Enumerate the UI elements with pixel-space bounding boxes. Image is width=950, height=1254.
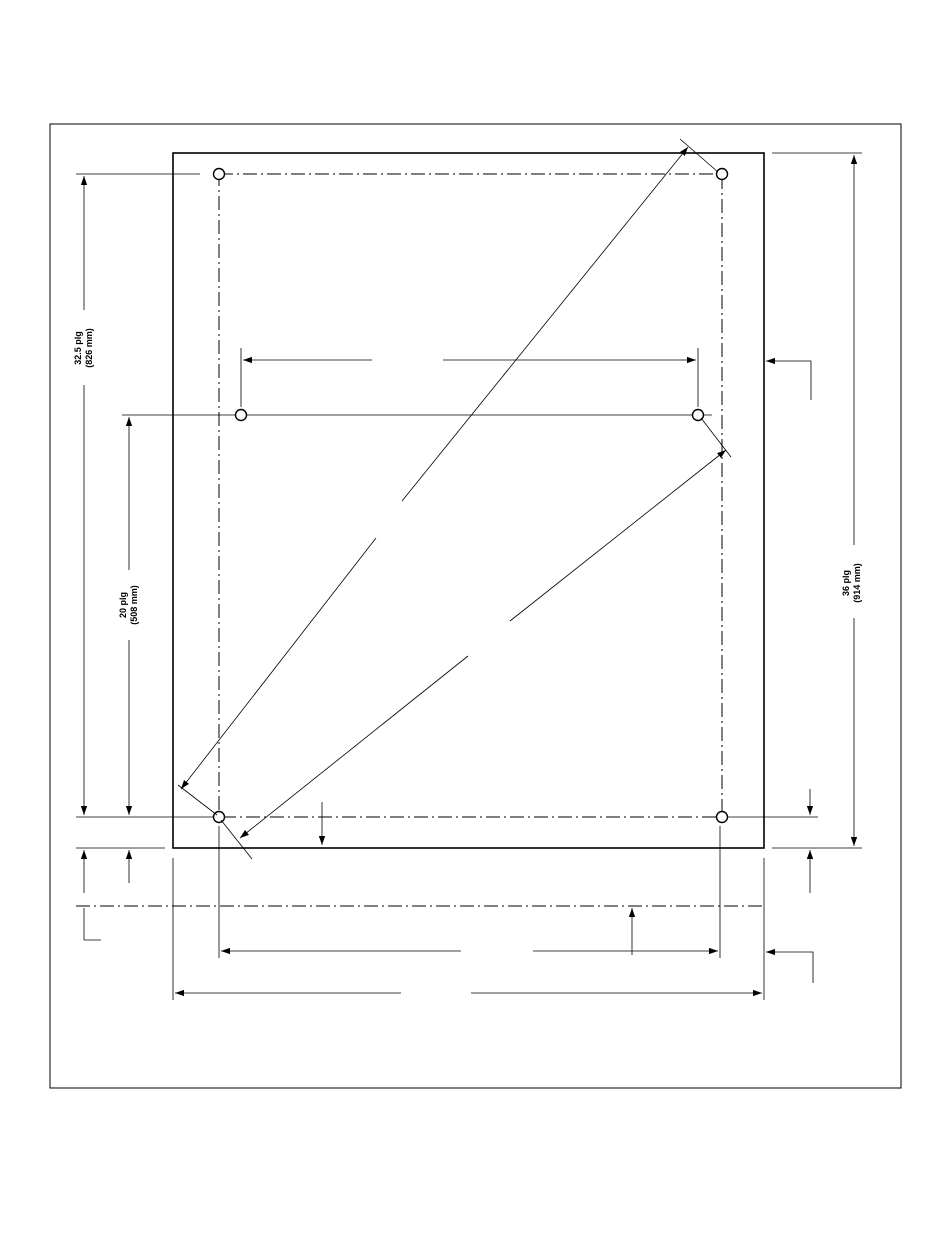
left-outer-dimension-label xyxy=(73,328,94,368)
mounting-hole-bottom-right xyxy=(717,812,728,823)
left-outer-dimension-value: 32.5 plg xyxy=(73,331,83,365)
mounting-hole-top-right xyxy=(717,169,728,180)
right-dimension-label xyxy=(841,563,862,603)
diagonal-1-bottom-extension xyxy=(178,785,217,815)
outer-frame xyxy=(50,124,901,1088)
mounting-hole-middle-left xyxy=(236,410,247,421)
right-bottom-leader xyxy=(776,952,813,983)
diagonal-dimension-1-lower xyxy=(181,538,376,789)
diagonal-2-top-extension xyxy=(701,418,731,457)
left-inner-dimension-value: 20 plg xyxy=(118,591,128,619)
diagonal-2-bottom-extension xyxy=(221,820,252,859)
left-outer-dimension-metric: (826 mm) xyxy=(84,328,94,368)
mounting-hole-top-left xyxy=(214,169,225,180)
right-dimension-value: 36 plg xyxy=(841,569,851,597)
diagonal-dimension-2-upper xyxy=(510,450,726,621)
left-inner-dimension-label xyxy=(118,585,139,625)
diagonal-dimension-1-upper xyxy=(402,147,688,501)
diagonal-dimension-2-lower xyxy=(240,656,468,838)
panel-outline xyxy=(173,153,764,848)
diagonal-1-top-extension xyxy=(680,139,718,172)
right-side-leader xyxy=(776,361,811,400)
hole-centerline-rectangle xyxy=(219,174,722,817)
left-inner-dimension-metric: (508 mm) xyxy=(129,585,139,625)
right-dimension-metric: (914 mm) xyxy=(852,563,862,603)
